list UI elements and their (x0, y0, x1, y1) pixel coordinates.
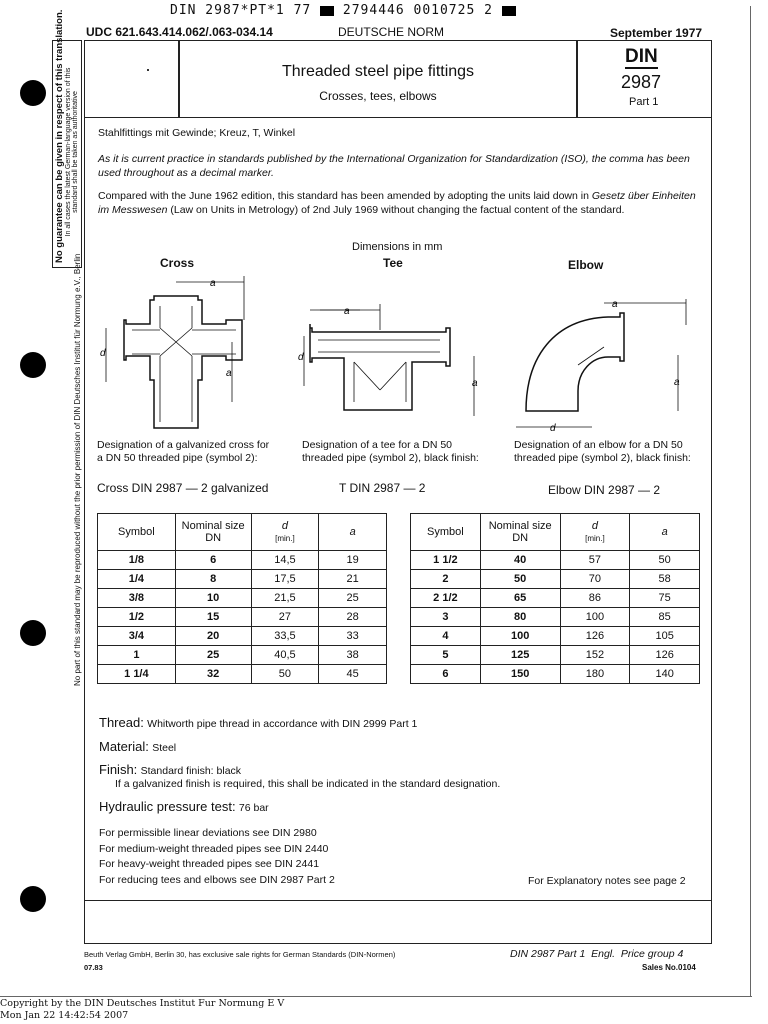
cell-a: 140 (630, 665, 700, 684)
cell-nominal: 10 (175, 589, 251, 608)
cell-nominal: 125 (480, 646, 560, 665)
material-spec (99, 739, 176, 754)
punch-hole-2 (20, 352, 46, 378)
elbow-label-a2: a (674, 377, 680, 388)
table-row (98, 627, 387, 646)
cell-a: 85 (630, 608, 700, 627)
guarantee-line1: No guarantee can be given in respect of this translation. (54, 9, 65, 263)
table-row (411, 589, 700, 608)
top-code (170, 3, 516, 18)
cell-nominal: 20 (175, 627, 251, 646)
material-value: Steel (152, 742, 177, 754)
elbow-outline (526, 313, 624, 411)
cell-nominal: 6 (175, 551, 251, 570)
cell-d: 17,5 (251, 570, 319, 589)
cell-d: 86 (560, 589, 630, 608)
table-header-row (98, 514, 387, 551)
cell-nominal: 80 (480, 608, 560, 627)
guarantee-line2: In all cases the latest German-language version of this (65, 67, 72, 237)
col-nominal: Nominal size DN (175, 514, 251, 551)
tee-designation: Designation of a tee for a DN 50 threaded pipe (symbol 2), black finish: (302, 439, 479, 464)
cell-d: 57 (560, 551, 630, 570)
cell-d: 14,5 (251, 551, 319, 570)
cell-symbol: 2 (411, 570, 481, 589)
table-row (98, 570, 387, 589)
elbow-designation: Designation of an elbow for a DN 50 threaded pipe (symbol 2), black finish: (514, 439, 691, 464)
cell-nominal: 15 (175, 608, 251, 627)
tee-label-d: d (298, 352, 304, 363)
cell-nominal: 150 (480, 665, 560, 684)
copyright-line2: Mon Jan 22 14:42:54 2007 (0, 1010, 129, 1021)
col-a-label: a (349, 526, 356, 538)
page-edge (750, 6, 751, 996)
top-code-part2: 2794446 0010725 2 (342, 3, 493, 18)
pressure-label: Hydraulic pressure test: (99, 799, 236, 814)
cell-nominal: 40 (480, 551, 560, 570)
finish-value: Standard finish: black (140, 765, 242, 777)
elbow-title: Elbow (568, 258, 604, 272)
guarantee-box (52, 9, 82, 268)
date: September 1977 (610, 26, 703, 40)
cell-d: 21,5 (251, 589, 319, 608)
col-d-min: min. (587, 533, 603, 543)
cell-d: 70 (560, 570, 630, 589)
pressure-value: 76 bar (238, 802, 269, 814)
footer-sales-no: Sales No.0104 (642, 963, 696, 972)
cell-symbol: 5 (411, 646, 481, 665)
iso-note: As it is current practice in standards published by the International Organization for Standardization (ISO), the comma has been used throughout as a decimal marker. (98, 153, 690, 179)
cross-label-d: d (100, 348, 106, 359)
table-row (411, 646, 700, 665)
cell-d: 152 (560, 646, 630, 665)
elbow-drawing (516, 295, 706, 440)
table-row (98, 551, 387, 570)
dimension-table-left (97, 513, 387, 684)
cell-symbol: 1/8 (98, 551, 176, 570)
col-a (319, 514, 387, 551)
cross-title: Cross (160, 256, 195, 270)
tee-outline (310, 324, 450, 410)
cell-nominal: 8 (175, 570, 251, 589)
reference-item: For permissible linear deviations see DIN 2980 (99, 827, 317, 839)
finish-label: Finish: (99, 762, 138, 777)
amend-italic: Gesetz über Einheiten im Messwesen (98, 190, 696, 216)
cell-symbol: 3 (411, 608, 481, 627)
amend-text-2: (Law on Units in Metrology) of 2nd July 1969 without changing the factual content of the standard. (167, 204, 625, 216)
cell-d: 180 (560, 665, 630, 684)
punch-hole-3 (20, 620, 46, 646)
table-row (411, 570, 700, 589)
finish-spec (99, 762, 241, 777)
cell-symbol: 1 (98, 646, 176, 665)
finish-note: If a galvanized finish is required, this shall be indicated in the standard designation. (115, 778, 501, 790)
cell-a: 38 (319, 646, 387, 665)
elbow-code: Elbow DIN 2987 — 2 (548, 483, 661, 497)
din-number: 2987 (621, 72, 662, 92)
udc-code: UDC 621.643.414.062/.063-034.14 (86, 25, 273, 39)
pressure-spec (99, 799, 269, 814)
cell-d: 40,5 (251, 646, 319, 665)
frame-divider-1 (84, 900, 712, 901)
cell-a: 28 (319, 608, 387, 627)
amendment-note (98, 189, 702, 217)
col-d: d [min.] (251, 514, 319, 551)
thread-label: Thread: (99, 715, 144, 730)
reference-item: For reducing tees and elbows see DIN 2987 Part 2 (99, 873, 335, 886)
cross-label-a: a (210, 278, 216, 289)
punch-hole-4 (20, 886, 46, 912)
tee-title: Tee (383, 256, 403, 270)
cell-nominal: 65 (480, 589, 560, 608)
tee-drawing (300, 290, 490, 430)
cell-a: 50 (630, 551, 700, 570)
cell-symbol: 4 (411, 627, 481, 646)
cross-code: Cross DIN 2987 — 2 galvanized (97, 481, 269, 495)
dimensions-label: Dimensions in mm (352, 241, 443, 253)
cross-outline (124, 296, 242, 428)
table-row (411, 608, 700, 627)
cell-a: 19 (319, 551, 387, 570)
standard-type: DEUTSCHE NORM (338, 25, 445, 39)
german-title: Stahlfittings mit Gewinde; Kreuz, T, Winkel (98, 127, 296, 139)
footer-publisher: Beuth Verlag GmbH, Berlin 30, has exclusive sale rights for German Standards (DIN-Normen) (84, 950, 396, 959)
dot (147, 69, 149, 71)
explanatory-notes: For Explanatory notes see page 2 (528, 875, 686, 887)
cell-a: 75 (630, 589, 700, 608)
cell-d: 50 (251, 665, 319, 684)
reference-item: For medium-weight threaded pipes see DIN 2440 (99, 842, 329, 855)
page-edge-bottom (0, 996, 752, 997)
table-row (411, 627, 700, 646)
header-left-box (84, 40, 180, 118)
thread-spec (99, 715, 417, 730)
tee-code: T DIN 2987 — 2 (339, 481, 426, 495)
cell-symbol: 3/8 (98, 589, 176, 608)
table-row (98, 608, 387, 627)
din-logo: DIN (625, 46, 658, 67)
barcode-block-2 (502, 6, 516, 16)
references-list (99, 826, 335, 888)
col-d-label: d (591, 519, 598, 532)
col-d-min: min. (277, 533, 293, 543)
page-title: Threaded steel pipe fittings (281, 63, 475, 80)
table-header-row (411, 514, 700, 551)
footer-edition: 07.83 (84, 963, 103, 972)
copyright-notice: No part of this standard may be reproduced without the prior permission of DIN Deutsches Institut für Normung e.V., Berlin (73, 253, 82, 686)
cell-d: 100 (560, 608, 630, 627)
cell-nominal: 25 (175, 646, 251, 665)
cell-symbol: 2 1/2 (411, 589, 481, 608)
copyright-line1: Copyright by the DIN Deutsches Institut Fur Normung E V (0, 998, 285, 1009)
cell-d: 27 (251, 608, 319, 627)
header-din-box (576, 40, 712, 118)
table-row (411, 551, 700, 570)
cell-symbol: 6 (411, 665, 481, 684)
table-row (98, 665, 387, 684)
footer-doc-ref: DIN 2987 Part 1 Engl. Price group 4 (510, 948, 684, 960)
table-row (98, 589, 387, 608)
cell-nominal: 100 (480, 627, 560, 646)
cell-a: 58 (630, 570, 700, 589)
cell-a: 45 (319, 665, 387, 684)
tee-label-a: a (344, 306, 350, 317)
col-a (630, 514, 700, 551)
cell-a: 33 (319, 627, 387, 646)
cross-label-a2: a (226, 368, 232, 379)
cell-a: 105 (630, 627, 700, 646)
cell-symbol: 1 1/4 (98, 665, 176, 684)
cross-designation: Designation of a galvanized cross for a DN 50 threaded pipe (symbol 2): (97, 439, 270, 464)
col-nominal: Nominal size DN (480, 514, 560, 551)
elbow-label-a: a (612, 299, 618, 310)
tee-label-a2: a (472, 378, 478, 389)
col-d-label: d (281, 519, 288, 532)
din-part: Part 1 (629, 96, 659, 108)
punch-hole-1 (20, 80, 46, 106)
col-d: d [min.] (560, 514, 630, 551)
cell-nominal: 50 (480, 570, 560, 589)
cell-d: 126 (560, 627, 630, 646)
guarantee-line3: standard shall be taken as authoritative (72, 91, 79, 213)
dimension-table-right (410, 513, 700, 684)
material-label: Material: (99, 739, 149, 754)
cell-d: 33,5 (251, 627, 319, 646)
barcode-block-1 (320, 6, 334, 16)
amend-text-1: Compared with the June 1962 edition, this standard has been amended by adopting the units laid down in (98, 190, 592, 202)
elbow-label-d: d (550, 423, 556, 434)
cell-a: 25 (319, 589, 387, 608)
cell-symbol: 1/4 (98, 570, 176, 589)
header-title-box (178, 40, 578, 118)
thread-value: Whitworth pipe thread in accordance with DIN 2999 Part 1 (147, 718, 418, 730)
col-symbol: Symbol (411, 514, 481, 551)
col-symbol: Symbol (98, 514, 176, 551)
col-a-label: a (661, 526, 668, 538)
cell-symbol: 1 1/2 (411, 551, 481, 570)
cross-drawing (96, 272, 276, 442)
page-subtitle: Crosses, tees, elbows (319, 89, 437, 103)
table-row (411, 665, 700, 684)
cell-nominal: 32 (175, 665, 251, 684)
cell-a: 21 (319, 570, 387, 589)
cell-symbol: 1/2 (98, 608, 176, 627)
reference-item: For heavy-weight threaded pipes see DIN 2441 (99, 858, 320, 870)
table-row (98, 646, 387, 665)
top-code-part1: DIN 2987*PT*1 77 (170, 3, 312, 18)
cell-symbol: 3/4 (98, 627, 176, 646)
cell-a: 126 (630, 646, 700, 665)
